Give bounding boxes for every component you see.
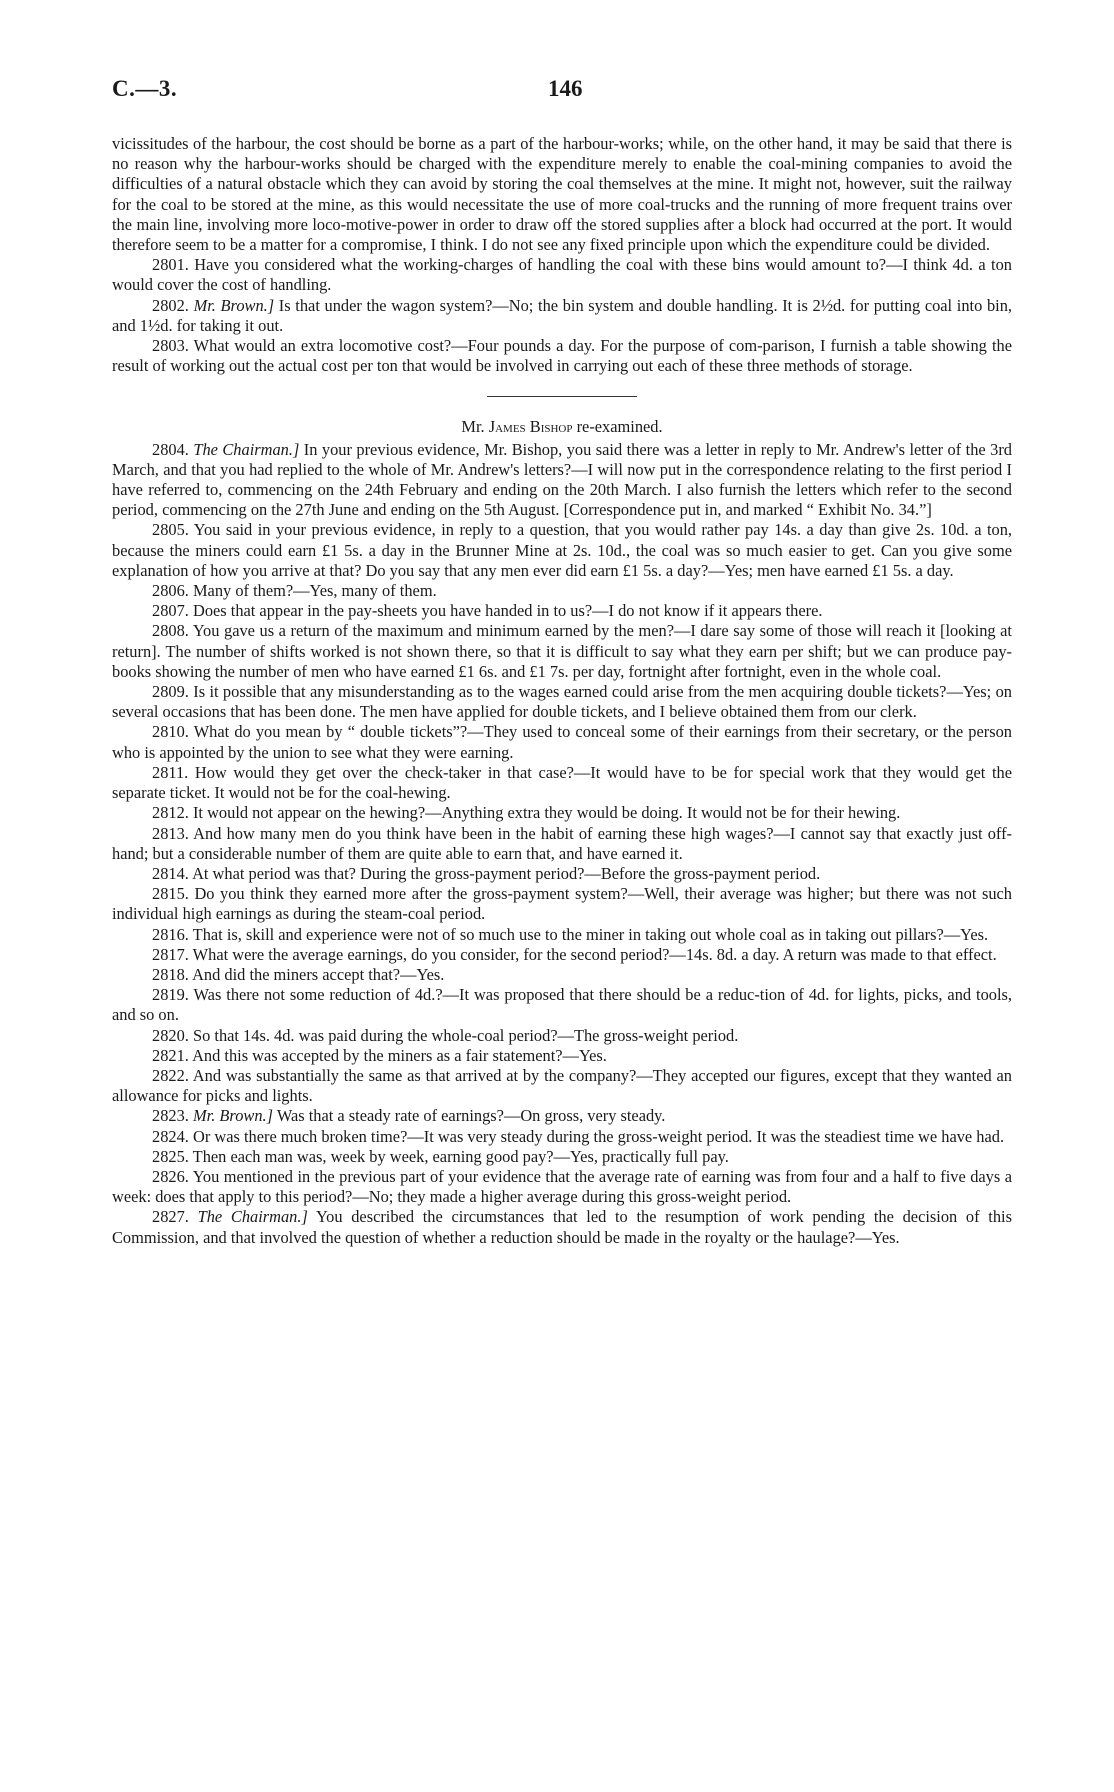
evidence-paragraph bbox=[112, 965, 1012, 985]
evidence-paragraph bbox=[112, 1026, 1012, 1046]
evidence-paragraph bbox=[112, 682, 1012, 722]
evidence-paragraph bbox=[112, 440, 1012, 521]
paragraph-text: 2821. And this was accepted by the miners as a fair statement?—Yes. bbox=[152, 1045, 607, 1065]
evidence-paragraph bbox=[112, 884, 1012, 924]
paragraph-text: 2825. Then each man was, week by week, earning good pay?—Yes, practically full pay. bbox=[152, 1146, 729, 1166]
document-reference: C.—3. bbox=[112, 76, 178, 101]
evidence-paragraph bbox=[112, 296, 1012, 336]
evidence-paragraph bbox=[112, 945, 1012, 965]
paragraph-text: 2805. You said in your previous evidence, in reply to a question, that you would rather pay 14s. a day than give 2s. 10d. a ton, because the miners could earn £1 5s. a day in the Brunner Mine at 2s. 10d., the coal was so much easier to get. Can you give some explanation of how you arrive at that? Do you say that any men ever did earn £1 5s. a day?—Yes; men have earned £1 5s. a day. bbox=[112, 520, 1012, 580]
evidence-paragraph bbox=[112, 336, 1012, 376]
evidence-paragraph bbox=[112, 925, 1012, 945]
paragraph-text: 2819. Was there not some reduction of 4d.?—It was proposed that there should be a reduc-tion of 4d. for lights, picks, and tools, and so on. bbox=[112, 985, 1012, 1025]
section-heading-suffix: re-examined. bbox=[576, 417, 663, 437]
speaker-name: The Chairman.] bbox=[197, 1207, 308, 1227]
paragraph-text: 2816. That is, skill and experience were not of so much use to the miner in taking out whole coal as in taking out pillars?—Yes. bbox=[152, 924, 989, 944]
evidence-paragraph bbox=[112, 864, 1012, 884]
evidence-paragraph bbox=[112, 1207, 1012, 1247]
paragraph-text: 2801. Have you considered what the working-charges of handling the coal with these bins would amount to?—I think 4d. a ton would cover the cost of handling. bbox=[112, 255, 1012, 295]
page-number: 146 bbox=[548, 76, 583, 101]
evidence-paragraph bbox=[112, 621, 1012, 682]
paragraph-text: 2814. At what period was that? During the gross-payment period?—Before the gross-payment period. bbox=[152, 863, 821, 883]
paragraph-text: 2809. Is it possible that any misunderstanding as to the wages earned could arise from the men acquiring double tickets?—Yes; on several occasions that has been done. The men have applied for double tickets, and I believe obtained them from our clerk. bbox=[112, 682, 1012, 722]
evidence-paragraph bbox=[112, 1066, 1012, 1106]
evidence-paragraph bbox=[112, 803, 1012, 823]
paragraph-text: You described the circumstances that led to the resumption of work pending the decision of this Commission, and that involved the question of whether a reduction should be made in the royalty or the haulage?—Yes. bbox=[112, 1207, 1012, 1247]
paragraph-text: In your previous evidence, Mr. Bishop, you said there was a letter in reply to Mr. Andrew's letter of the 3rd March, and that you had replied to the whole of Mr. Andrew's letters?—I will now put in the correspondence relating to the first period I have referred to, commencing on the 24th February and ending on the 20th March. I also furnish the letters which refer to the second period, commencing on the 27th June and ending on the 5th August. [Correspondence put in, and marked “ Exhibit No. 34.”] bbox=[112, 439, 1012, 520]
paragraph-text: 2811. How would they get over the check-taker in that case?—It would have to be for special work that they would get the separate ticket. It would not be for the coal-hewing. bbox=[112, 762, 1012, 803]
paragraph-text: Is that under the wagon system?—No; the bin system and double handling. It is 2½d. for putting coal into bin, and 1½d. for taking it out. bbox=[112, 295, 1012, 335]
paragraph-text: 2818. And did the miners accept that?—Yes. bbox=[152, 964, 445, 984]
paragraph-text: 2810. What do you mean by “ double tickets”?—They used to conceal some of their earnings from their secretary, or the person who is appointed by the union to see what they were earning. bbox=[112, 722, 1012, 762]
evidence-paragraph bbox=[112, 763, 1012, 803]
paragraph-text: 2822. And was substantially the same as that arrived at by the company?—They accepted our figures, except that they wanted an allowance for picks and lights. bbox=[112, 1065, 1012, 1106]
body-text bbox=[112, 134, 1012, 1248]
evidence-paragraph bbox=[112, 134, 1012, 255]
paragraph-text: 2808. You gave us a return of the maximum and minimum earned by the men?—I dare say some of those will reach it [looking at return]. The number of shifts worked is not shown there, so that it is difficult to say what they earn per shift; but we can produce pay-books showing the number of men who have earned £1 6s. and £1 7s. per day, fortnight after fortnight, even in the whole coal. bbox=[112, 621, 1012, 681]
paragraph-text: 2824. Or was there much broken time?—It was very steady during the gross-weight period. It was the steadiest time we have had. bbox=[152, 1126, 1005, 1146]
paragraph-text: 2815. Do you think they earned more after the gross-payment system?—Well, their average was higher; but there was not such individual high earnings as during the steam-coal period. bbox=[112, 884, 1012, 924]
paragraph-text: 2826. You mentioned in the previous part of your evidence that the average rate of earning was from four and a half to five days a week: does that apply to this period?—No; they made a higher average during this gross-weight period. bbox=[112, 1166, 1012, 1207]
section-heading-prefix: Mr. bbox=[461, 417, 485, 437]
evidence-paragraph bbox=[112, 601, 1012, 621]
evidence-paragraph bbox=[112, 1147, 1012, 1167]
question-number: 2823. bbox=[152, 1106, 189, 1126]
evidence-part-1 bbox=[112, 134, 1012, 376]
evidence-paragraph bbox=[112, 581, 1012, 601]
evidence-paragraph bbox=[112, 1106, 1012, 1126]
paragraph-text: 2803. What would an extra locomotive cost?—Four pounds a day. For the purpose of com-parison, I furnish a table showing the result of working out the actual cost per ton that would be involved in carrying out each of these three methods of storage. bbox=[112, 336, 1012, 376]
paragraph-text: 2820. So that 14s. 4d. was paid during the whole-coal period?—The gross-weight period. bbox=[152, 1025, 739, 1045]
evidence-part-2 bbox=[112, 440, 1012, 1248]
paragraph-text: Was that a steady rate of earnings?—On gross, very steady. bbox=[276, 1106, 666, 1126]
question-number: 2804. bbox=[152, 439, 189, 459]
evidence-paragraph bbox=[112, 824, 1012, 864]
paragraph-text: 2817. What were the average earnings, do you consider, for the second period?—14s. 8d. a day. A return was made to that effect. bbox=[152, 944, 997, 964]
paragraph-text: 2813. And how many men do you think have been in the habit of earning these high wages?—I cannot say that exactly just off-hand; but a considerable number of them are quite able to earn that, and have earned it. bbox=[112, 823, 1012, 863]
question-number: 2827. bbox=[152, 1207, 189, 1227]
evidence-paragraph bbox=[112, 722, 1012, 762]
question-number: 2802. bbox=[152, 295, 189, 315]
paragraph-text: 2806. Many of them?—Yes, many of them. bbox=[152, 581, 437, 601]
section-divider bbox=[487, 396, 637, 397]
speaker-name: Mr. Brown.] bbox=[193, 1106, 273, 1126]
evidence-paragraph bbox=[112, 1127, 1012, 1147]
paragraph-text: 2812. It would not appear on the hewing?—Anything extra they would be doing. It would not be for their hewing. bbox=[152, 803, 901, 823]
page-header bbox=[112, 76, 1012, 110]
section-heading bbox=[112, 417, 1012, 437]
evidence-paragraph bbox=[112, 1167, 1012, 1207]
evidence-paragraph bbox=[112, 1046, 1012, 1066]
paragraph-text: vicissitudes of the harbour, the cost should be borne as a part of the harbour-works; while, on the other hand, it may be said that there is no reason why the harbour-works should be charged with the expenditure merely to enable the coal-mining companies to avoid the difficulties of a natural obstacle which they can avoid by storing the coal themselves at the mine. It might not, however, suit the railway for the coal to be stored at the mine, as this would necessitate the use of more coal-trucks and the running of more frequent trains over the main line, involving more loco-motive-power in order to draw off the stored supplies after a block had occurred at the port. It would therefore seem to be a matter for a compromise, I think. I do not see any fixed principle upon which the expenditure could be divided. bbox=[112, 134, 1012, 255]
speaker-name: Mr. Brown.] bbox=[193, 295, 275, 315]
evidence-paragraph bbox=[112, 520, 1012, 581]
paragraph-text: 2807. Does that appear in the pay-sheets you have handed in to us?—I do not know if it appears there. bbox=[152, 601, 823, 621]
evidence-paragraph bbox=[112, 985, 1012, 1025]
evidence-paragraph bbox=[112, 255, 1012, 295]
speaker-name: The Chairman.] bbox=[193, 439, 300, 459]
witness-name: James Bishop bbox=[488, 417, 573, 437]
